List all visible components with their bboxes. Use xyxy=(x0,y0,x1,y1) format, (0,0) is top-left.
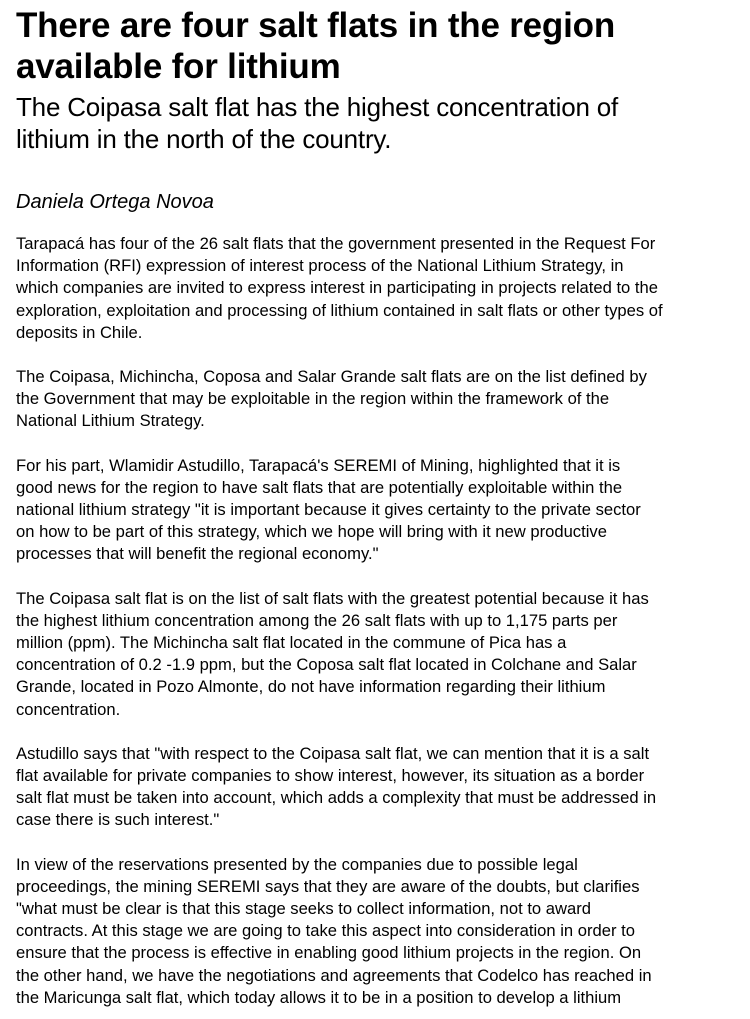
paragraph-line: deposits in Chile. xyxy=(16,322,143,342)
paragraph-line: Tarapacá has four of the 26 salt flats that the government presented in the Request For xyxy=(16,234,656,253)
paragraph-6 xyxy=(16,854,744,1009)
subheadline xyxy=(16,91,744,155)
paragraph-line: the Government that may be exploitable in the region within the framework of the xyxy=(16,389,610,409)
paragraph-5 xyxy=(16,743,744,832)
paragraph-line: concentration. xyxy=(16,699,121,719)
paragraph-line: The Coipasa salt flat is on the list of salt flats with the greatest potential because it has xyxy=(16,588,649,608)
paragraph-line: the highest lithium concentration among the 26 salt flats with up to 1,175 parts per xyxy=(16,610,618,630)
paragraph-line: exploration, exploitation and processing of lithium contained in salt flats or other types of xyxy=(16,300,663,320)
paragraph-line: the other hand, we have the negotiations and agreements that Codelco has reached in xyxy=(16,965,652,985)
subheadline-line-1: The Coipasa salt flat has the highest concentration of xyxy=(16,92,619,122)
paragraph-line: National Lithium Strategy. xyxy=(16,411,205,431)
headline-line-1: There are four salt flats in the region xyxy=(16,6,615,45)
paragraph-line: which companies are invited to express interest in participating in projects related to the xyxy=(16,278,658,298)
paragraph-line: salt flat must be taken into account, which adds a complexity that must be addressed in xyxy=(16,788,657,808)
paragraph-1 xyxy=(16,233,744,344)
paragraph-line: ensure that the process is effective in enabling good lithium projects in the region. On xyxy=(16,943,642,963)
paragraph-line: processes that will benefit the regional economy." xyxy=(16,544,379,564)
paragraph-line: The Coipasa, Michincha, Coposa and Salar Grande salt flats are on the list defined by xyxy=(16,367,647,387)
paragraph-line: Information (RFI) expression of interest process of the National Lithium Strategy, in xyxy=(16,256,624,276)
paragraph-line: case there is such interest." xyxy=(16,810,220,830)
paragraph-line: proceedings, the mining SEREMI says that they are aware of the doubts, but clarifies xyxy=(16,876,640,896)
paragraph-line: national lithium strategy "it is important because it gives certainty to the private sector xyxy=(16,500,641,520)
paragraph-line: on how to be part of this strategy, which we hope will bring with it new productive xyxy=(16,522,607,542)
article xyxy=(16,0,744,1009)
paragraph-line: "what must be clear is that this stage seeks to collect information, not to award xyxy=(16,899,591,919)
paragraph-line: concentration of 0.2 -1.9 ppm, but the Coposa salt flat located in Colchane and Salar xyxy=(16,655,637,675)
byline: Daniela Ortega Novoa xyxy=(16,191,214,213)
paragraph-line: the Maricunga salt flat, which today allows it to be in a position to develop a lithium xyxy=(16,987,622,1007)
paragraph-line: In view of the reservations presented by the companies due to possible legal xyxy=(16,854,578,874)
paragraph-line: Grande, located in Pozo Almonte, do not have information regarding their lithium xyxy=(16,677,606,697)
paragraph-2 xyxy=(16,366,744,433)
subheadline-line-2: lithium in the north of the country. xyxy=(16,124,392,154)
paragraph-line: flat available for private companies to show interest, however, its situation as a border xyxy=(16,766,645,786)
paragraph-3 xyxy=(16,455,744,566)
headline xyxy=(16,5,744,87)
paragraph-4 xyxy=(16,588,744,721)
paragraph-line: contracts. At this stage we are going to take this aspect into consideration in order to xyxy=(16,921,635,941)
paragraph-line: million (ppm). The Michincha salt flat located in the commune of Pica has a xyxy=(16,633,567,653)
headline-line-2: available for lithium xyxy=(16,47,341,86)
paragraph-line: Astudillo says that "with respect to the Coipasa salt flat, we can mention that it is a salt xyxy=(16,743,650,763)
paragraph-line: For his part, Wlamidir Astudillo, Tarapacá's SEREMI of Mining, highlighted that it is xyxy=(16,455,621,475)
paragraph-line: good news for the region to have salt flats that are potentially exploitable within the xyxy=(16,477,623,497)
